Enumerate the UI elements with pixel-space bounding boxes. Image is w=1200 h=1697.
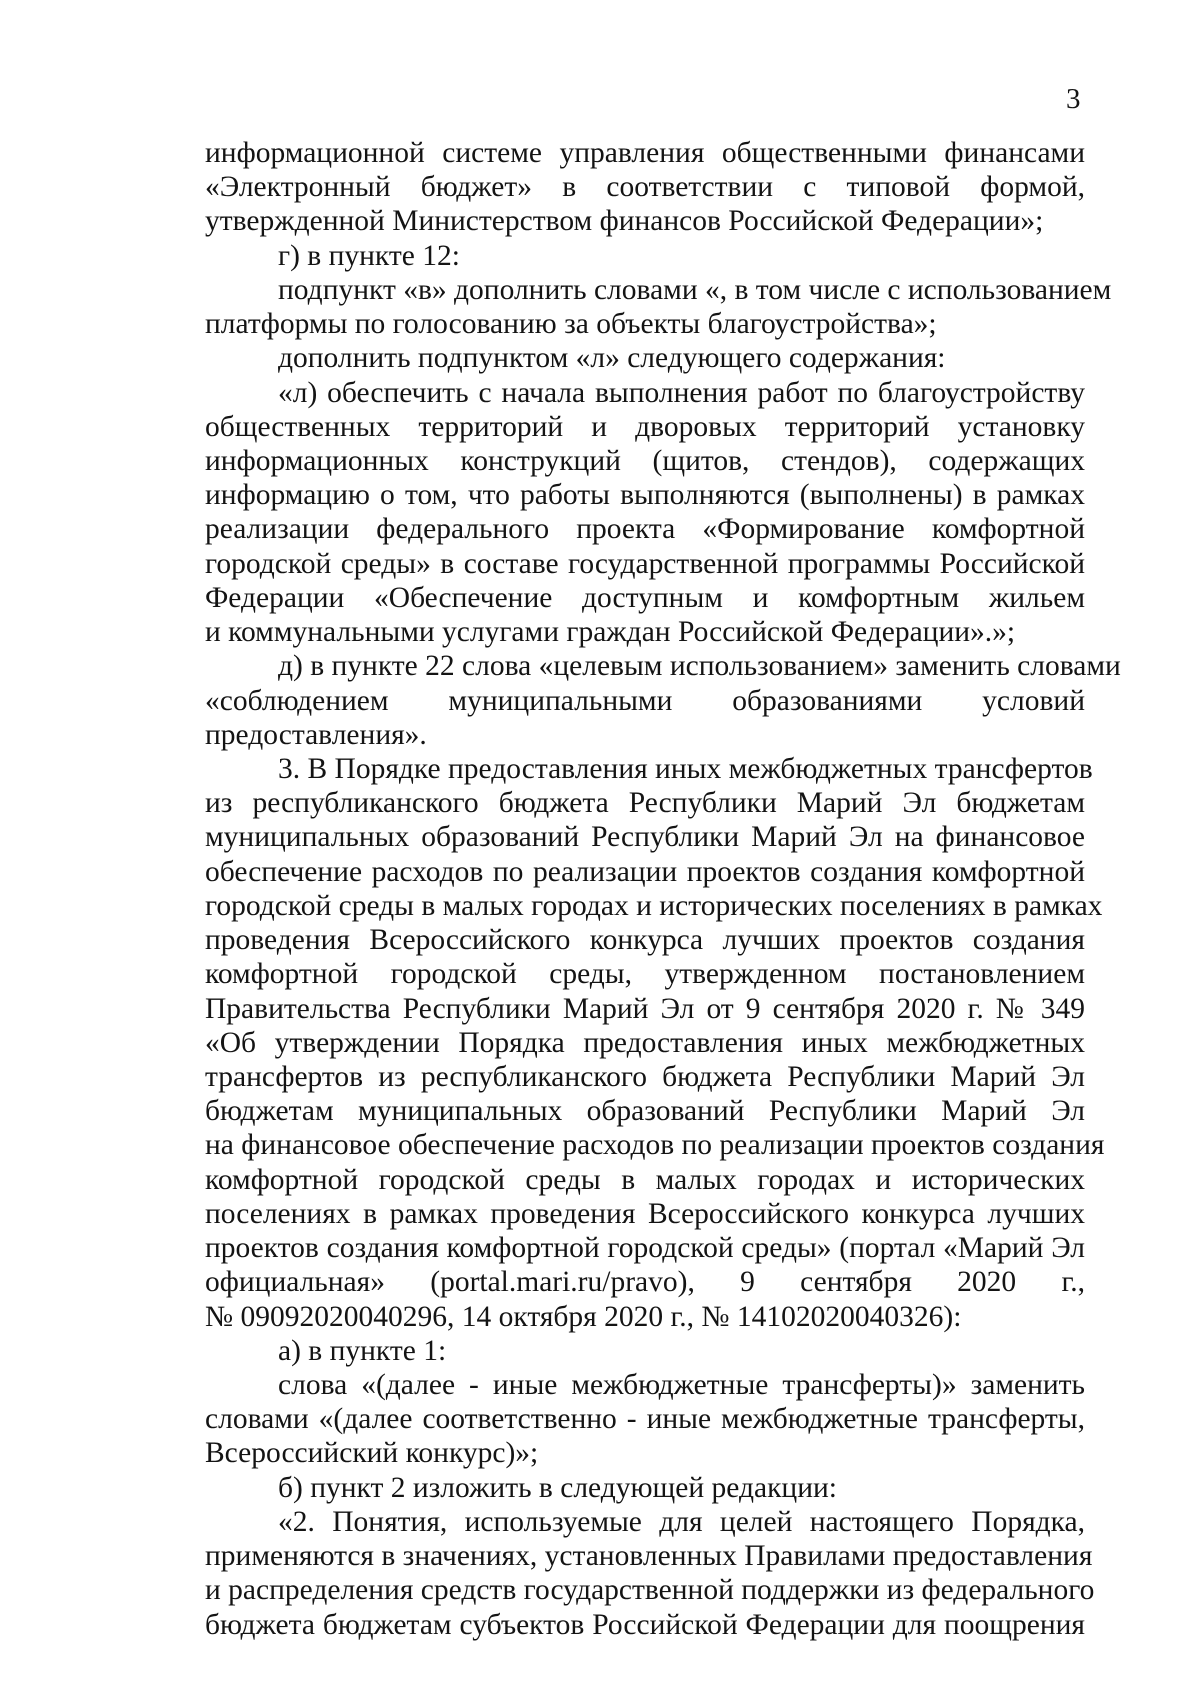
- text-line: реализации федерального проекта «Формирование комфортной: [205, 513, 1085, 545]
- text-line: платформы по голосованию за объекты благоустройства»;: [205, 308, 937, 340]
- text-line: словами «(далее соответственно - иные межбюджетные трансферты,: [205, 1403, 1085, 1435]
- page-number: 3: [1066, 83, 1081, 115]
- text-line: и коммунальными услугами граждан Российской Федерации».»;: [205, 616, 1016, 648]
- text-line: информацию о том, что работы выполняются (выполнены) в рамках: [205, 479, 1085, 511]
- text-line: общественных территорий и дворовых территорий установку: [205, 411, 1085, 443]
- text-line: и распределения средств государственной поддержки из федерального: [205, 1574, 1095, 1606]
- text-line: трансфертов из республиканского бюджета Республики Марий Эл: [205, 1061, 1085, 1093]
- text-line: бюджетам муниципальных образований Республики Марий Эл: [205, 1095, 1085, 1127]
- text-line: Всероссийский конкурс)»;: [205, 1437, 539, 1469]
- text-line: слова «(далее - иные межбюджетные трансферты)» заменить: [278, 1369, 1085, 1401]
- text-line: бюджета бюджетам субъектов Российской Федерации для поощрения: [205, 1609, 1085, 1641]
- text-line: поселениях в рамках проведения Всероссийского конкурса лучших: [205, 1198, 1085, 1230]
- text-line: муниципальных образований Республики Марий Эл на финансовое: [205, 821, 1085, 853]
- text-line: «Электронный бюджет» в соответствии с типовой формой,: [205, 171, 1085, 203]
- text-line: б) пункт 2 изложить в следующей редакции:: [278, 1472, 837, 1504]
- text-line: «л) обеспечить с начала выполнения работ по благоустройству: [278, 377, 1085, 409]
- text-line: а) в пункте 1:: [278, 1335, 447, 1367]
- text-line: городской среды» в составе государственной программы Российской: [205, 548, 1085, 580]
- text-line: информационной системе управления общественными финансами: [205, 137, 1085, 169]
- text-line: утвержденной Министерством финансов Российской Федерации»;: [205, 205, 1044, 237]
- text-line: дополнить подпунктом «л» следующего содержания:: [278, 342, 946, 374]
- text-line: городской среды в малых городах и исторических поселениях в рамках: [205, 890, 1103, 922]
- text-line: официальная» (portal.mari.ru/pravo), 9 сентября 2020 г.,: [205, 1266, 1085, 1298]
- text-line: 3. В Порядке предоставления иных межбюджетных трансфертов: [278, 753, 1093, 785]
- text-line: Федерации «Обеспечение доступным и комфортным жильем: [205, 582, 1085, 614]
- text-line: № 09092020040296, 14 октября 2020 г., № 14102020040326):: [205, 1301, 962, 1333]
- text-line: «Об утверждении Порядка предоставления иных межбюджетных: [205, 1027, 1085, 1059]
- text-line: применяются в значениях, установленных Правилами предоставления: [205, 1540, 1093, 1572]
- text-line: г) в пункте 12:: [278, 240, 460, 272]
- text-line: «2. Понятия, используемые для целей настоящего Порядка,: [278, 1506, 1085, 1538]
- text-line: подпункт «в» дополнить словами «, в том числе с использованием: [278, 274, 1112, 306]
- text-line: Правительства Республики Марий Эл от 9 сентября 2020 г. № 349: [205, 993, 1085, 1025]
- text-line: проектов создания комфортной городской среды» (портал «Марий Эл: [205, 1232, 1085, 1264]
- text-line: проведения Всероссийского конкурса лучших проектов создания: [205, 924, 1085, 956]
- text-line: обеспечение расходов по реализации проектов создания комфортной: [205, 856, 1085, 888]
- text-line: предоставления».: [205, 719, 427, 751]
- text-line: комфортной городской среды в малых городах и исторических: [205, 1164, 1085, 1196]
- text-line: «соблюдением муниципальными образованиями условий: [205, 685, 1085, 717]
- text-line: на финансовое обеспечение расходов по реализации проектов создания: [205, 1129, 1105, 1161]
- text-line: информационных конструкций (щитов, стендов), содержащих: [205, 445, 1085, 477]
- text-line: комфортной городской среды, утвержденном постановлением: [205, 958, 1085, 990]
- text-line: д) в пункте 22 слова «целевым использованием» заменить словами: [278, 650, 1121, 682]
- text-line: из республиканского бюджета Республики Марий Эл бюджетам: [205, 787, 1085, 819]
